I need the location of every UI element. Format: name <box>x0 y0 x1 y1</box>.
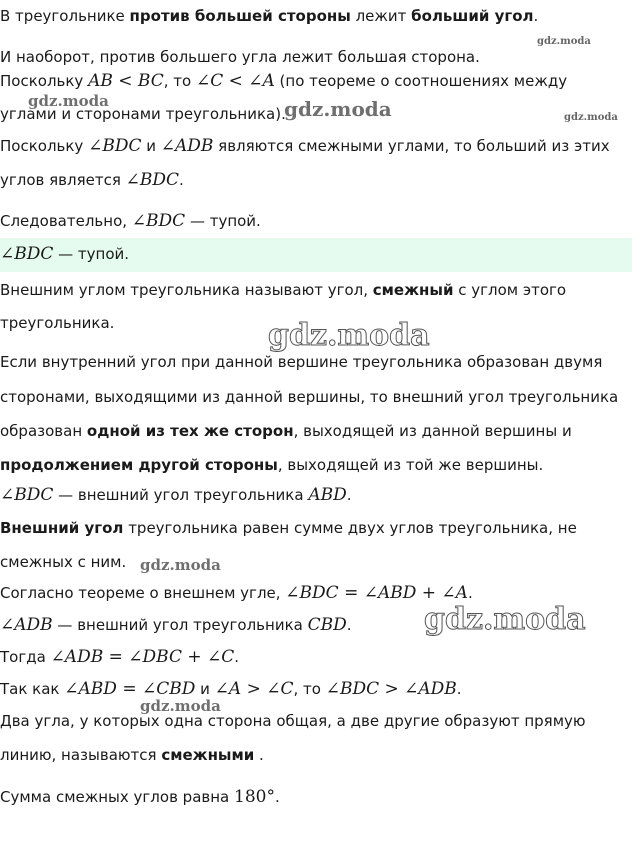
bold-term: больший угол <box>411 7 534 25</box>
watermark: gdz.moda <box>140 697 221 715</box>
text-fragment: являются смежными углами, то больший из этих <box>213 137 610 155</box>
text-line <box>0 71 567 91</box>
text-line <box>0 711 586 731</box>
text-line <box>0 244 129 264</box>
watermark: gdz.moda <box>537 36 591 47</box>
bold-term: смежный <box>372 281 454 299</box>
math-expression: 180° <box>234 787 275 807</box>
math-expression: ∠A > ∠C <box>214 679 294 699</box>
text-line <box>0 280 566 300</box>
text-fragment: треугольника равен сумме двух углов треугольника, не <box>123 519 577 537</box>
text-fragment: углами и сторонами треугольника). <box>0 105 286 123</box>
text-fragment: Сумма смежных углов равна <box>0 788 234 806</box>
text-line <box>0 485 352 505</box>
watermark: gdz.moda <box>564 112 618 123</box>
text-fragment: и <box>195 680 215 698</box>
math-expression: ∠ADB <box>0 615 53 635</box>
text-line <box>0 47 480 67</box>
text-fragment: . <box>346 486 352 504</box>
text-fragment: — внешний угол треугольника <box>52 616 308 634</box>
text-line <box>0 679 462 699</box>
text-fragment: образован <box>0 422 87 440</box>
text-fragment: В треугольнике <box>0 7 130 25</box>
math-expression: ∠BDC <box>0 244 54 264</box>
text-fragment: с углом этого <box>453 281 567 299</box>
text-line <box>0 387 618 407</box>
text-line <box>0 552 126 572</box>
text-line <box>0 745 264 765</box>
text-fragment: линию, называются <box>0 746 162 764</box>
text-line <box>0 313 114 333</box>
math-expression: ∠BDC <box>0 485 54 505</box>
text-line <box>0 136 610 156</box>
math-expression: ∠BDC = ∠ABD + ∠A <box>285 583 468 603</box>
bold-term: смежными <box>161 746 255 764</box>
text-fragment: Два угла, у которых одна сторона общая, а две другие образуют прямую <box>0 712 586 730</box>
text-fragment: и <box>141 137 161 155</box>
text-fragment: — тупой. <box>53 245 130 263</box>
text-fragment: . <box>234 648 240 666</box>
text-fragment: Внешним углом треугольника называют угол, <box>0 281 373 299</box>
math-expression: ∠ABD = ∠CBD <box>64 679 196 699</box>
text-fragment: треугольника. <box>0 314 115 332</box>
text-fragment: . <box>467 584 473 602</box>
math-expression: ∠BDC > ∠ADB <box>325 679 457 699</box>
text-fragment: Поскольку <box>0 137 89 155</box>
math-expression: ∠BDC <box>131 211 186 231</box>
bold-term: против большей стороны <box>129 7 351 25</box>
text-fragment: . <box>346 616 352 634</box>
text-line <box>0 615 352 635</box>
text-fragment: . <box>179 171 184 189</box>
text-fragment: . <box>533 7 539 25</box>
text-line <box>0 421 572 441</box>
text-fragment: углов является <box>0 171 126 189</box>
text-fragment: , то <box>293 680 326 698</box>
math-expression: ∠ADB <box>160 136 214 156</box>
text-line <box>0 211 261 231</box>
text-fragment: . <box>254 746 264 764</box>
watermark: gdz.moda <box>284 97 392 121</box>
text-fragment: , выходящей из данной вершины и <box>293 422 572 440</box>
text-line <box>0 455 543 475</box>
text-fragment: Тогда <box>0 648 51 666</box>
math-expression: ABD <box>308 485 347 505</box>
text-fragment: Так как <box>0 680 65 698</box>
math-expression: AB < BC <box>88 71 164 91</box>
math-expression: ∠BDC <box>88 136 142 156</box>
text-fragment: Согласно теореме о внешнем угле, <box>0 584 286 602</box>
bold-term: продолжением другой стороны <box>0 456 278 474</box>
bold-term: одной из тех же сторон <box>86 422 294 440</box>
text-line <box>0 518 577 538</box>
text-line <box>0 352 602 372</box>
bold-term: Внешний угол <box>0 519 124 537</box>
text-fragment: смежных с ним. <box>0 553 127 571</box>
text-fragment: . <box>274 788 280 806</box>
text-fragment: (по теореме о соотношениях между <box>274 72 568 90</box>
text-fragment: Если внутренний угол при данной вершине треугольника образован двумя <box>0 353 603 371</box>
text-line <box>0 647 239 667</box>
text-fragment: . <box>456 680 462 698</box>
text-fragment: , то <box>163 72 196 90</box>
text-fragment: Следовательно, <box>0 212 132 230</box>
text-fragment: сторонами, выходящими из данной вершины, то внешний угол треугольника <box>0 388 619 406</box>
text-fragment: , выходящей из той же вершины. <box>277 456 544 474</box>
text-fragment: лежит <box>350 7 412 25</box>
text-fragment: — тупой. <box>185 212 261 230</box>
text-line <box>0 170 184 190</box>
text-fragment: — внешний угол треугольника <box>53 486 309 504</box>
text-line <box>0 583 473 603</box>
watermark: gdz.moda <box>268 318 430 353</box>
math-expression: ∠ADB = ∠DBC + ∠C <box>50 647 235 667</box>
text-line <box>0 787 280 807</box>
math-expression: ∠C < ∠A <box>195 71 275 91</box>
text-line <box>0 6 538 26</box>
watermark: gdz.moda <box>140 556 221 574</box>
text-fragment: Поскольку <box>0 72 89 90</box>
watermark: gdz.moda <box>424 602 586 637</box>
math-expression: ∠BDC <box>125 170 179 190</box>
math-expression: CBD <box>307 615 347 635</box>
watermark: gdz.moda <box>28 92 109 110</box>
text-fragment: И наоборот, против большего угла лежит большая сторона. <box>0 48 480 66</box>
